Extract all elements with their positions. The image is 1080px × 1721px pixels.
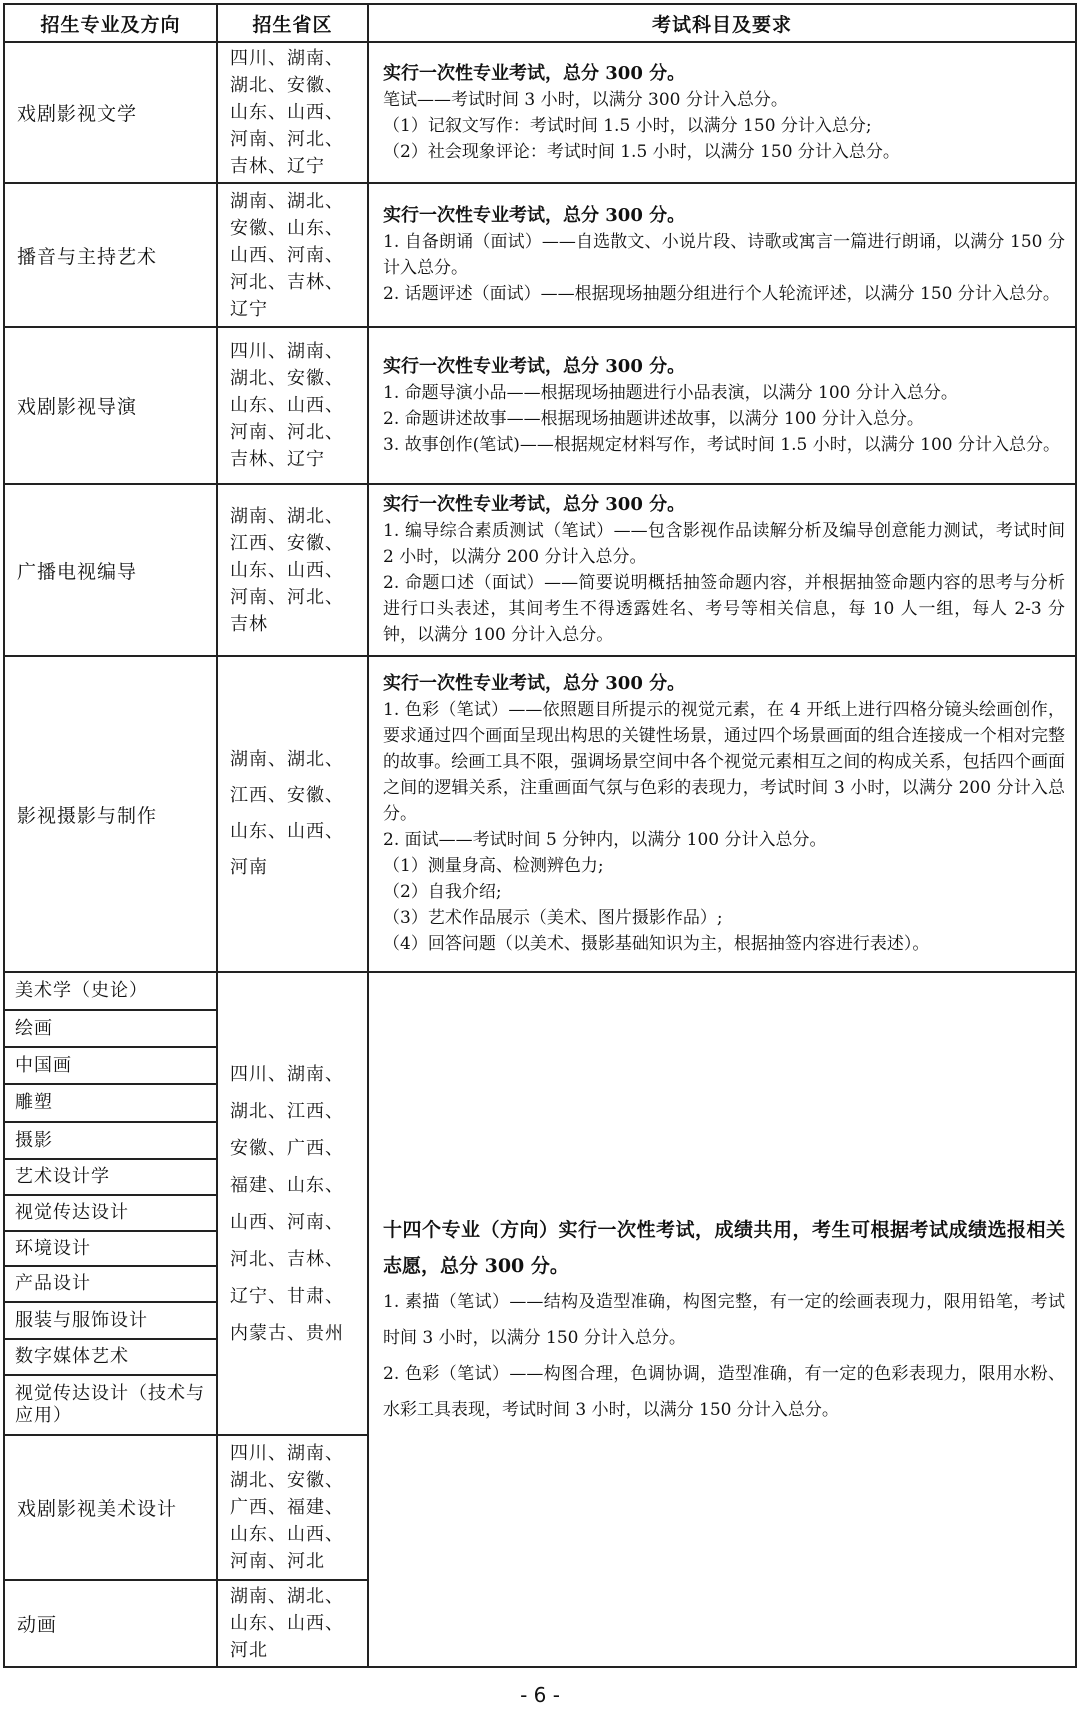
requirement-line: （2）自我介绍;	[383, 882, 502, 902]
requirement-line: 2. 色彩（笔试）——构图合理，色调协调，造型准确，有一定的色彩表现力，限用水粉、水彩工具表现，考试时间 3 小时，以满分 150 分计入总分。	[383, 1363, 1065, 1420]
requirement-line: 1. 素描（笔试）——结构及造型准确，构图完整，有一定的绘画表现力，限用铅笔，考试时间 3 小时，以满分 150 分计入总分。	[383, 1291, 1065, 1348]
requirements-cell	[368, 656, 1076, 972]
province-cell: 湖南、湖北、 山东、山西、 河北	[217, 1580, 368, 1667]
group-major: 环境设计	[5, 1232, 216, 1267]
requirement-line: 2. 命题讲述故事——根据现场抽题讲述故事，以满分 100 分计入总分。	[383, 408, 924, 429]
major-cell: 播音与主持艺术	[4, 183, 217, 327]
requirement-title: 实行一次性专业考试，总分 300 分。	[383, 673, 686, 694]
province-cell: 四川、湖南、 湖北、安徽、 山东、山西、 河南、河北、 吉林、辽宁	[217, 42, 368, 183]
header-major: 招生专业及方向	[4, 4, 217, 42]
province-cell: 四川、湖南、 湖北、安徽、 广西、福建、 山东、山西、 河南、河北	[217, 1435, 368, 1580]
group-majors-cell	[4, 972, 217, 1435]
requirement-line: 1. 编导综合素质测试（笔试）——包含影视作品读解分析及编导创意能力测试，考试时间 2 小时，以满分 200 分计入总分。	[383, 521, 1065, 567]
requirement-title: 实行一次性专业考试，总分 300 分。	[383, 62, 686, 84]
requirements-cell	[368, 327, 1076, 484]
requirement-line: （2）社会现象评论：考试时间 1.5 小时，以满分 150 分计入总分。	[383, 141, 900, 162]
requirement-title: 实行一次性专业考试，总分 300 分。	[383, 494, 686, 515]
province-cell: 湖南、湖北、 安徽、山东、 山西、河南、 河北、吉林、 辽宁	[217, 183, 368, 327]
requirements-cell	[368, 484, 1076, 656]
requirement-line: 笔试——考试时间 3 小时，以满分 300 分计入总分。	[383, 89, 788, 110]
requirement-title: 十四个专业（方向）实行一次性考试，成绩共用，考生可根据考试成绩选报相关志愿，总分 300 分。	[383, 1218, 1065, 1277]
group-requirements-cell	[368, 972, 1076, 1667]
requirement-line: 2. 话题评述（面试）——根据现场抽题分组进行个人轮流评述，以满分 150 分计入总分。	[383, 284, 1060, 304]
requirement-line: （4）回答问题（以美术、摄影基础知识为主，根据抽签内容进行表述）。	[383, 934, 930, 954]
major-cell: 戏剧影视导演	[4, 327, 217, 484]
table-row-group	[4, 972, 1076, 1435]
major-cell: 戏剧影视文学	[4, 42, 217, 183]
province-cell: 湖南、湖北、 江西、安徽、 山东、山西、 河南	[217, 656, 368, 972]
group-major: 视觉传达设计（技术与应用）	[15, 1383, 205, 1426]
group-major: 摄影	[5, 1123, 216, 1160]
table-row	[4, 484, 1076, 656]
requirement-line: （1）测量身高、检测辨色力;	[383, 856, 604, 876]
province-cell: 四川、湖南、 湖北、安徽、 山东、山西、 河南、河北、 吉林、辽宁	[217, 327, 368, 484]
page-number: - 6 -	[520, 1683, 560, 1707]
requirement-title: 实行一次性专业考试，总分 300 分。	[383, 355, 686, 377]
major-cell: 戏剧影视美术设计	[4, 1435, 217, 1580]
major-cell: 广播电视编导	[4, 484, 217, 656]
requirement-title: 实行一次性专业考试，总分 300 分。	[383, 205, 686, 226]
requirement-line: 1. 色彩（笔试）——依照题目所提示的视觉元素，在 4 开纸上进行四格分镜头绘画创作，要求通过四个画面呈现出构思的关键性场景，通过四个场景画面的组合连接成一个相对完整的故事。绘画工具不限，强调场景空间中各个视觉元素相互之间的构成关系，包括四个画面之间的逻辑关系，注重画面气氛与色彩的表现力，考试时间 3 小时，以满分 200 分计入总分。	[383, 700, 1065, 824]
group-major: 数字媒体艺术	[5, 1340, 216, 1376]
requirement-line: 1. 命题导演小品——根据现场抽题进行小品表演，以满分 100 分计入总分。	[383, 382, 958, 403]
requirements-cell	[368, 42, 1076, 183]
group-major: 中国画	[5, 1048, 216, 1085]
group-major: 雕塑	[5, 1085, 216, 1123]
requirement-line: 2. 命题口述（面试）——简要说明概括抽签命题内容，并根据抽签命题内容的思考与分析进行口头表述，其间考生不得透露姓名、考号等相关信息，每 10 人一组，每人 2-3 分钟，以满分 100 分计入总分。	[383, 573, 1065, 645]
major-cell: 影视摄影与制作	[4, 656, 217, 972]
group-major: 艺术设计学	[5, 1160, 216, 1196]
table-header-row	[4, 4, 1076, 42]
group-major: 产品设计	[5, 1267, 216, 1303]
requirement-line: 1. 自备朗诵（面试）——自选散文、小说片段、诗歌或寓言一篇进行朗诵，以满分 150 分计入总分。	[383, 232, 1065, 278]
requirement-line: 2. 面试——考试时间 5 分钟内，以满分 100 分计入总分。	[383, 830, 827, 850]
group-province-cell: 四川、湖南、 湖北、江西、 安徽、广西、 福建、山东、 山西、河南、 河北、吉林、 辽宁、甘肃、 内蒙古、贵州	[217, 972, 368, 1435]
table-row	[4, 183, 1076, 327]
admission-table	[3, 3, 1077, 1668]
table-row	[4, 656, 1076, 972]
table-row	[4, 42, 1076, 183]
requirement-line: 3. 故事创作(笔试)——根据规定材料写作，考试时间 1.5 小时，以满分 100 分计入总分。	[383, 434, 1060, 455]
requirements-cell	[368, 183, 1076, 327]
group-major: 视觉传达设计	[5, 1196, 216, 1232]
group-major: 美术学（史论）	[5, 973, 216, 1011]
table-row	[4, 327, 1076, 484]
requirement-line: （3）艺术作品展示（美术、图片摄影作品）;	[383, 908, 723, 928]
header-province: 招生省区	[217, 4, 368, 42]
province-cell: 湖南、湖北、 江西、安徽、 山东、山西、 河南、河北、 吉林	[217, 484, 368, 656]
group-major: 绘画	[5, 1011, 216, 1048]
requirement-line: （1）记叙文写作：考试时间 1.5 小时，以满分 150 分计入总分;	[383, 115, 872, 136]
header-requirements: 考试科目及要求	[368, 4, 1076, 42]
major-cell: 动画	[4, 1580, 217, 1667]
group-major: 服装与服饰设计	[5, 1303, 216, 1340]
